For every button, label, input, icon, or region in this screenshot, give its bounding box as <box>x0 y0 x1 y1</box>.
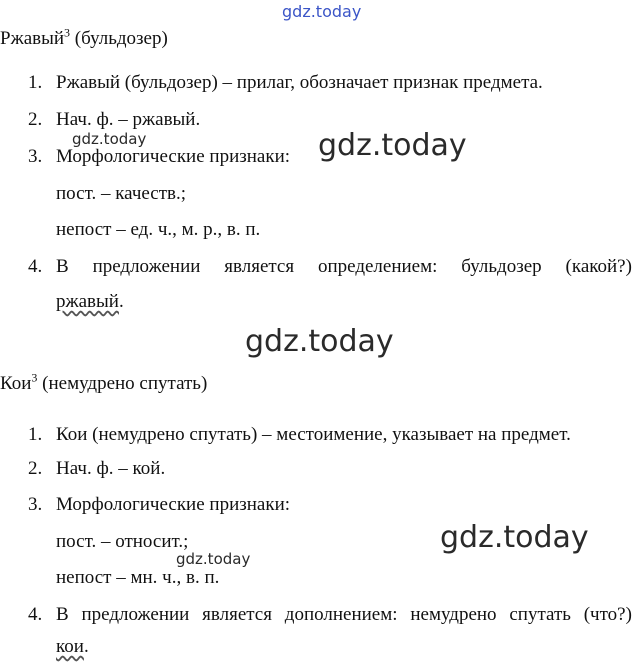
item4-tail <box>56 291 124 313</box>
item-number: 3. <box>28 146 43 167</box>
sub-line: пост. – качеств.; <box>56 183 187 204</box>
watermark: gdz.today <box>176 550 251 568</box>
item-text: Морфологические признаки: <box>56 146 291 167</box>
list-item <box>28 424 571 446</box>
list-item <box>28 458 165 480</box>
underlined-word: ржавый <box>56 291 119 312</box>
item-number: 4. <box>28 604 43 625</box>
list-item <box>28 109 200 131</box>
watermark-top: gdz.today <box>282 2 362 21</box>
item-text: Нач. ф. – кой. <box>56 458 166 479</box>
tail-end: . <box>118 291 124 312</box>
watermark: gdz.today <box>318 128 467 163</box>
heading-word: Кои <box>0 373 32 394</box>
item-text: Морфологические признаки: <box>56 494 291 515</box>
list-item <box>28 146 290 168</box>
item4-tail <box>56 636 89 658</box>
word: (какой?) <box>565 256 632 277</box>
watermark: gdz.today <box>245 324 394 359</box>
word: бульдозер <box>461 256 542 277</box>
list-item <box>28 494 290 516</box>
item-text: Нач. ф. – ржавый. <box>56 109 201 130</box>
heading-context: (немудрено спутать) <box>42 373 208 394</box>
word: является <box>224 256 295 277</box>
watermark: gdz.today <box>72 130 147 148</box>
word: является <box>202 604 272 625</box>
word: определением: <box>317 256 438 277</box>
word: немудрено <box>410 604 497 625</box>
item4-line <box>56 256 632 278</box>
item-number: 1. <box>28 424 43 445</box>
section-heading <box>0 25 168 50</box>
sub-line: непост – ед. ч., м. р., в. п. <box>56 219 261 240</box>
item-number: 4. <box>28 256 43 277</box>
sub-line: непост – мн. ч., в. п. <box>56 567 220 588</box>
heading-context: (бульдозер) <box>74 28 168 49</box>
item4-line <box>56 604 632 626</box>
item-text: Ржавый (бульдозер) – прилаг, обозначает признак предмета. <box>56 72 543 93</box>
word: предложении <box>81 604 190 625</box>
item-number: 1. <box>28 72 43 93</box>
item-text: Кои (немудрено спутать) – местоимение, указывает на предмет. <box>56 424 571 445</box>
heading-sup: 3 <box>64 25 71 40</box>
word: (что?) <box>583 604 632 625</box>
list-item <box>28 72 543 94</box>
word: предложении <box>92 256 201 277</box>
tail-end: . <box>83 636 89 657</box>
word: В <box>56 256 69 277</box>
underlined-word: кои <box>56 636 84 657</box>
word: спутать <box>509 604 571 625</box>
word: дополнением: <box>284 604 398 625</box>
item-number: 2. <box>28 458 43 479</box>
watermark: gdz.today <box>440 520 589 555</box>
section-heading <box>0 370 208 395</box>
item-number: 3. <box>28 494 43 515</box>
heading-sup: 3 <box>31 370 38 385</box>
word: В <box>56 604 69 625</box>
heading-word: Ржавый <box>0 28 65 49</box>
item-number: 2. <box>28 109 43 130</box>
sub-line: пост. – относит.; <box>56 531 189 552</box>
